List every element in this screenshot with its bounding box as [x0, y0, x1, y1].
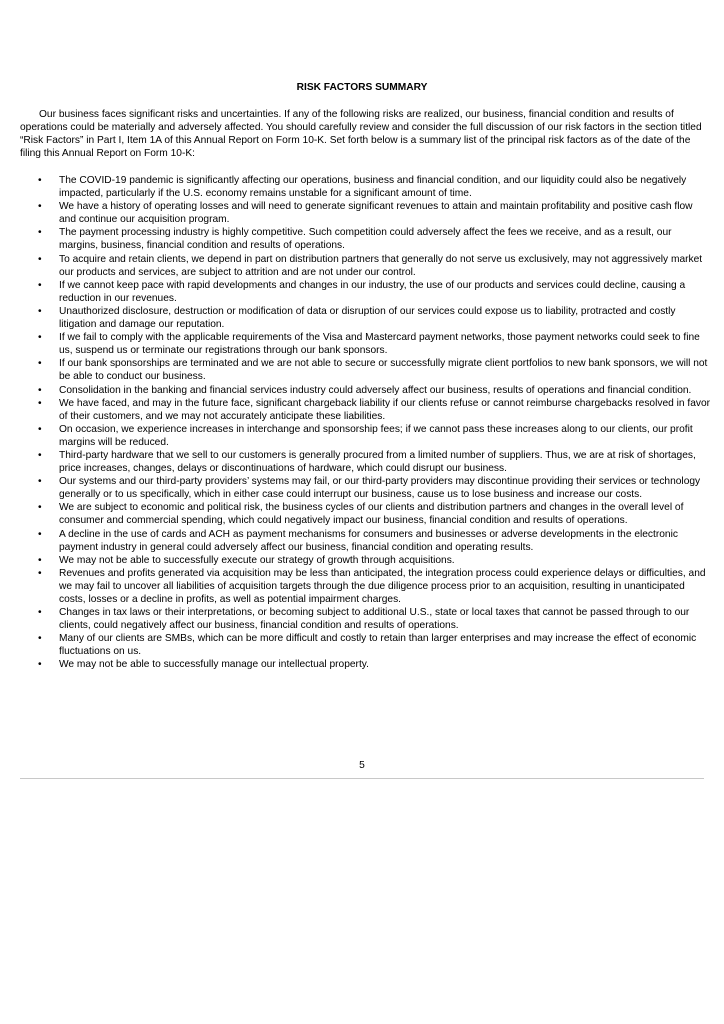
list-item: [20, 200, 710, 226]
page-number: 5: [359, 760, 365, 771]
risk-text: If our bank sponsorships are terminated and we are not able to secure or successfully migrate client portfolios to new bank sponsors, we will not be able to conduct our business.: [59, 358, 708, 383]
bullet-icon: •: [38, 449, 42, 461]
risk-text: We may not be able to successfully manage our intellectual property.: [59, 659, 369, 671]
bullet-icon: •: [38, 659, 42, 671]
risk-text: We may not be able to successfully execute our strategy of growth through acquisitions.: [59, 554, 455, 566]
list-item: [20, 554, 710, 567]
list-item: [20, 423, 710, 449]
bullet-icon: •: [38, 607, 42, 619]
list-item: [20, 226, 710, 252]
risk-text: The COVID-19 pandemic is significantly affecting our operations, business and financial condition, and our liquidity could also be negatively impacted, particularly if the U.S. economy remains unstable for a significant amount of time.: [59, 175, 687, 200]
list-item: [20, 501, 710, 527]
list-item: [20, 357, 710, 383]
page-divider: [20, 778, 704, 779]
bullet-icon: •: [38, 253, 42, 265]
bullet-icon: •: [38, 502, 42, 514]
list-item: [20, 305, 710, 331]
risk-text: Third-party hardware that we sell to our customers is generally procured from a limited number of suppliers. Thus, we are at risk of shortages, price increases, changes, delays or discontinuations of hardware, which could disrupt our business.: [59, 449, 696, 475]
bullet-icon: •: [38, 358, 42, 370]
section-title: RISK FACTORS SUMMARY: [296, 82, 428, 93]
risk-text: Consolidation in the banking and financial services industry could adversely affect our business, results of operations and financial condition.: [59, 384, 692, 396]
bullet-icon: •: [38, 201, 42, 213]
list-item: [20, 384, 710, 397]
intro-paragraph: Our business faces significant risks and uncertainties. If any of the following risks are realized, our business, financial condition and results of operations could be materially and adversely affected. You should carefully review and consider the full discussion of our risk factors in the section titled “Risk Factors” in Part I, Item 1A of this Annual Report on Form 10-K. Set forth below is a summary list of the principal risk factors as of the date of the filing this Annual Report on Form 10-K:: [20, 109, 702, 160]
list-item: [20, 449, 710, 475]
risk-text: If we cannot keep pace with rapid developments and changes in our industry, the use of our products and services could decline, causing a reduction in our revenues.: [59, 279, 686, 304]
bullet-icon: •: [38, 633, 42, 645]
risk-text: We are subject to economic and political risk, the business cycles of our clients and distribution partners and changes in the overall level of consumer and commercial spending, which could negatively impact our business, financial condition and results of operations.: [59, 502, 684, 527]
list-item: [20, 331, 710, 357]
risk-text: Our systems and our third-party providers’ systems may fail, or our third-party providers may discontinue providing their services or technology generally or to us specifically, which in either case could interrupt our business, cause us to lose business and increase our costs.: [59, 476, 701, 501]
bullet-icon: •: [38, 423, 42, 435]
risk-text: We have faced, and may in the future face, significant chargeback liability if our clients refuse or cannot reimburse chargebacks resolved in favor of their customers, and we may not accurately anticipate these liabilities.: [59, 397, 711, 422]
bullet-icon: •: [38, 554, 42, 566]
bullet-icon: •: [38, 175, 42, 186]
bullet-icon: •: [38, 305, 42, 317]
bullet-icon: •: [38, 384, 42, 396]
risk-text: Changes in tax laws or their interpretations, or becoming subject to additional U.S., state or local taxes that cannot be passed through to our clients, could negatively affect our business, financial condition and results of operations.: [59, 607, 690, 632]
list-item: [20, 632, 710, 658]
risk-text: On occasion, we experience increases in interchange and sponsorship fees; if we cannot pass these increases along to our clients, our profit margins will be reduced.: [59, 423, 693, 448]
list-item: [20, 174, 710, 200]
bullet-icon: •: [38, 279, 42, 291]
risk-text: If we fail to comply with the applicable requirements of the Visa and Mastercard payment networks, those payment networks could seek to fine us, suspend us or terminate our registrations through our bank sponsors.: [59, 332, 700, 357]
list-item: [20, 606, 710, 632]
list-item: [20, 528, 710, 554]
bullet-icon: •: [38, 567, 42, 579]
risk-text: We have a history of operating losses and will need to generate significant revenues to attain and maintain profitability and positive cash flow and continue our acquisition program.: [59, 201, 693, 226]
bullet-icon: •: [38, 476, 42, 488]
risk-text: Unauthorized disclosure, destruction or modification of data or disruption of our services could expose us to liability, protracted and costly litigation and damage our reputation.: [59, 305, 676, 331]
risk-text: To acquire and retain clients, we depend in part on distribution partners that generally do not serve us exclusively, may not aggressively market our products and services, are subject to attrition and are not under our control.: [59, 253, 703, 278]
bullet-icon: •: [38, 227, 42, 239]
risk-text: Revenues and profits generated via acquisition may be less than anticipated, the integration process could experience delays or difficulties, and we may fail to uncover all liabilities of acquisition targets through the due diligence process prior to an acquisition, resulting in unanticipated costs, losses or a decline in profits, as well as potential impairment charges.: [59, 567, 706, 605]
list-item: [20, 397, 710, 423]
bullet-icon: •: [38, 397, 42, 409]
risk-factors-list: [20, 174, 710, 672]
bullet-icon: •: [38, 528, 42, 540]
bullet-icon: •: [38, 332, 42, 344]
risk-text: The payment processing industry is highly competitive. Such competition could adversely affect the fees we receive, and as a result, our margins, business, financial condition and results of operations.: [59, 227, 672, 252]
list-item: [20, 253, 710, 279]
risk-text: Many of our clients are SMBs, which can be more difficult and costly to retain than larger enterprises and may increase the effect of economic fluctuations on us.: [59, 633, 697, 658]
risk-text: A decline in the use of cards and ACH as payment mechanisms for consumers and businesses or adverse developments in the electronic payment industry in general could adversely affect our business, financial condition and operating results.: [59, 528, 678, 553]
list-item: [20, 475, 710, 501]
list-item: [20, 567, 710, 606]
list-item: [20, 279, 710, 305]
list-item: [20, 658, 710, 671]
